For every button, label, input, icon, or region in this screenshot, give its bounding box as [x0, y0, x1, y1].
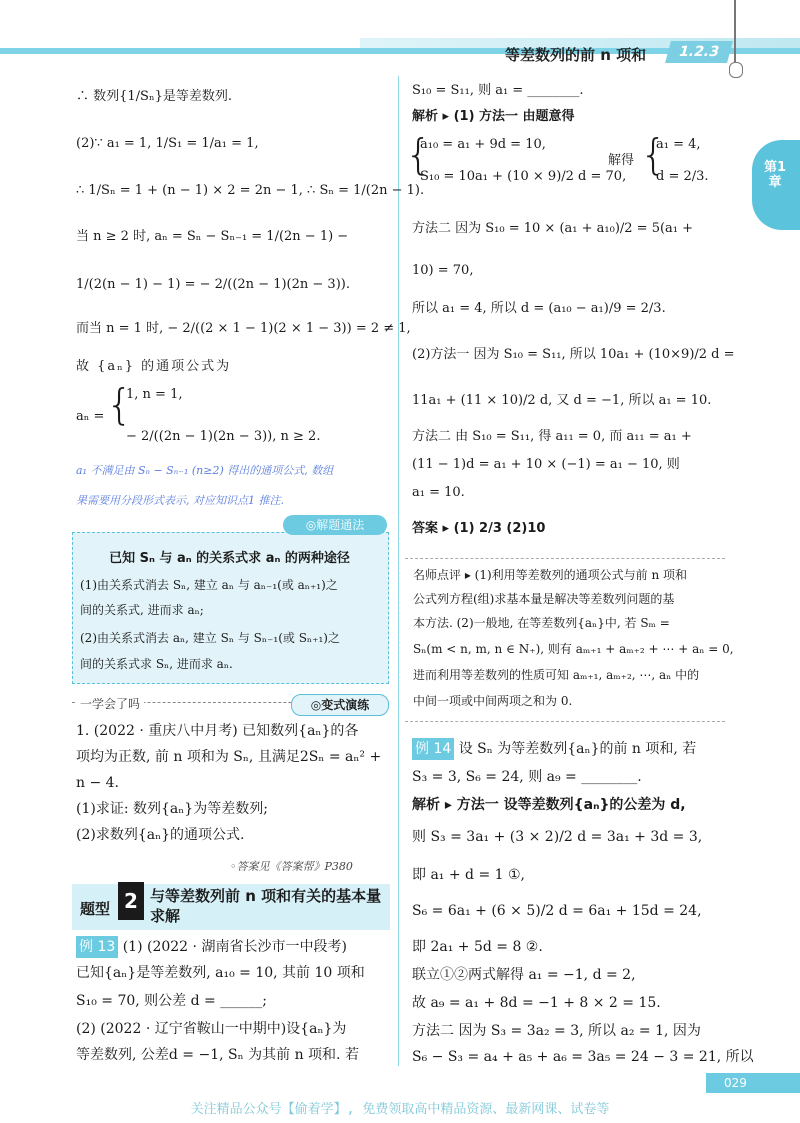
example-line: S₃ = 3, S₆ = 24, 则 a₉ = ________.	[412, 769, 642, 785]
text-line: 10) = 70,	[412, 263, 474, 278]
page-number: 029	[706, 1073, 800, 1093]
topic-title: 求解	[150, 907, 181, 925]
question-line: 1. (2022 · 重庆八中月考) 已知数列{aₙ}的各	[76, 723, 359, 739]
equation-line: 解得	[608, 153, 635, 168]
variant-practice-tag: ◎变式演练	[291, 694, 389, 716]
header-title: 等差数列的前 n 项和	[505, 46, 647, 64]
question-line: (2)求数列{aₙ}的通项公式.	[76, 827, 245, 843]
header-section-number: 1.2.3	[665, 41, 733, 63]
equation-line: a₁₀ = a₁ + 9d = 10,	[420, 137, 546, 152]
text-line: 则 S₃ = 3a₁ + (3 × 2)/2 d = 3a₁ + 3d = 3,	[412, 829, 703, 845]
solution-heading: 解析 ▸ 方法一 设等差数列{aₙ}的公差为 d,	[412, 797, 686, 813]
handwritten-note: 果需要用分段形式表示, 对应知识点1 推注.	[76, 494, 284, 507]
topic-title: 与等差数列前 n 项和有关的基本量	[150, 887, 382, 905]
comment-line: Sₙ(m < n, m, n ∈ N₊), 则有 aₘ₊₁ + aₘ₊₂ + ⋯ + aₙ = 0,	[413, 642, 734, 656]
text-line: 当 n ≥ 2 时, aₙ = Sₙ − Sₙ₋₁ = 1/(2n − 1) −	[76, 229, 349, 244]
question-line: 项均为正数, 前 n 项和为 Sₙ, 且满足2Sₙ = aₙ² +	[76, 749, 382, 765]
chapter-tab-label: 第1章	[763, 160, 787, 190]
text-line: S₆ = 6a₁ + (6 × 5)/2 d = 6a₁ + 15d = 24,	[412, 903, 702, 919]
text-line: 即 2a₁ + 5d = 8 ②.	[412, 939, 543, 955]
learn-label: 一学会了吗	[76, 695, 144, 712]
bookmark-pin-head-icon	[729, 62, 743, 78]
topic-number: 2	[118, 882, 144, 920]
text-line: 方法二 由 S₁₀ = S₁₁, 得 a₁₁ = 0, 而 a₁₁ = a₁ +	[412, 429, 692, 444]
example-line	[412, 738, 696, 760]
equation-line: S₁₀ = 10a₁ + (10 × 9)/2 d = 70,	[420, 169, 627, 184]
method-line: (2)由关系式消去 aₙ, 建立 Sₙ 与 Sₙ₋₁(或 Sₙ₊₁)之	[80, 631, 340, 645]
answer-line: 答案 ▸ (1) 2/3 (2)10	[412, 521, 546, 536]
text-line: ∴ 数列{1/Sₙ}是等差数列.	[76, 89, 232, 104]
example-line: (2) (2022 · 辽宁省鞍山一中期中)设{aₙ}为	[76, 1021, 347, 1037]
example-source: (1) (2022 · 湖南省长沙市一中段考)	[118, 939, 347, 955]
footer-watermark: 关注精品公众号【偷着学】, 免费领取高中精品资源、最新网课、试卷等	[190, 1102, 610, 1117]
example-line: S₁₀ = 70, 则公差 d = ______;	[76, 993, 267, 1009]
text-line: (2)方法一 因为 S₁₀ = S₁₁, 所以 10a₁ + (10×9)/2 d =	[412, 347, 735, 362]
answer-reference: ◦答案见《答案帮》P380	[230, 860, 353, 873]
text-line: 所以 a₁ = 4, 所以 d = (a₁₀ − a₁)/9 = 2/3.	[412, 301, 666, 316]
method-line: 间的关系式, 进而求 aₙ;	[80, 603, 204, 617]
topic-label: 题型	[80, 900, 111, 918]
text-line: 联立①②两式解得 a₁ = −1, d = 2,	[412, 967, 636, 983]
text-line: 故 {aₙ} 的通项公式为	[76, 359, 232, 374]
example-tag: 例 14	[412, 738, 454, 760]
example-line: 已知{aₙ}是等差数列, a₁₀ = 10, 其前 10 项和	[76, 965, 365, 981]
example-line: 等差数列, 公差d = −1, Sₙ 为其前 n 项和. 若	[76, 1047, 359, 1063]
equation-line: d = 2/3.	[656, 169, 709, 184]
comment-line: 中间一项或中间两项之和为 0.	[413, 694, 573, 708]
handwritten-note: a₁ 不满足由 Sₙ − Sₙ₋₁ (n≥2) 得出的通项公式, 数组	[76, 464, 334, 477]
text-line: 即 a₁ + d = 1 ①,	[412, 867, 525, 883]
text-line: ∴ 1/Sₙ = 1 + (n − 1) × 2 = 2n − 1, ∴ Sₙ = 1/(2n − 1).	[76, 183, 425, 198]
method-line: 间的关系式求 Sₙ, 进而求 aₙ.	[80, 657, 233, 671]
text-line: S₆ − S₃ = a₄ + a₅ + a₆ = 3a₅ = 24 − 3 = 21, 所以	[412, 1049, 754, 1065]
example-tag: 例 13	[76, 936, 118, 958]
text-line: 而当 n = 1 时, − 2/((2 × 1 − 1)(2 × 1 − 3)) = 2 ≠ 1,	[76, 321, 411, 336]
comment-line: 本方法. (2)一般地, 在等差数列{aₙ}中, 若 Sₘ =	[413, 616, 670, 630]
column-divider	[398, 76, 399, 1066]
method-title: 已知 Sₙ 与 aₙ 的关系式求 aₙ 的两种途径	[109, 551, 350, 566]
method-tag: ◎解题通法	[283, 515, 387, 535]
solution-heading: 解析 ▸ (1) 方法一 由题意得	[412, 109, 575, 124]
text-line: 故 a₉ = a₁ + 8d = −1 + 8 × 2 = 15.	[412, 995, 661, 1011]
text-line: S₁₀ = S₁₁, 则 a₁ = ________.	[412, 83, 584, 98]
text-line: 方法二 因为 S₃ = 3a₂ = 3, 所以 a₂ = 1, 因为	[412, 1023, 701, 1039]
brace-icon: {	[640, 130, 667, 179]
brace-icon: {	[405, 130, 432, 179]
question-line: n − 4.	[76, 775, 120, 791]
piecewise-case-2: − 2/((2n − 1)(2n − 3)), n ≥ 2.	[126, 429, 321, 444]
example-line	[76, 936, 347, 958]
text-line: (2)∵ a₁ = 1, 1/S₁ = 1/a₁ = 1,	[76, 136, 259, 151]
text-line: 1/(2(n − 1) − 1) = − 2/((2n − 1)(2n − 3)).	[76, 277, 350, 292]
equation-line: a₁ = 4,	[656, 137, 701, 152]
text-line: a₁ = 10.	[412, 485, 465, 500]
comment-line: 公式列方程(组)求基本量是解决等差数列问题的基	[413, 592, 675, 606]
bookmark-pin-icon	[734, 0, 736, 62]
text-line: 方法二 因为 S₁₀ = 10 × (a₁ + a₁₀)/2 = 5(a₁ +	[412, 221, 694, 236]
piecewise-lhs: aₙ =	[76, 409, 105, 424]
brace-icon: {	[106, 380, 133, 429]
example-text: 设 Sₙ 为等差数列{aₙ}的前 n 项和, 若	[454, 741, 697, 757]
comment-line: 名师点评 ▸ (1)利用等差数列的通项公式与前 n 项和	[413, 568, 688, 582]
text-line: (11 − 1)d = a₁ + 10 × (−1) = a₁ − 10, 则	[412, 457, 680, 472]
question-line: (1)求证: 数列{aₙ}为等差数列;	[76, 801, 268, 817]
piecewise-case-1: 1, n = 1,	[126, 387, 183, 402]
method-line: (1)由关系式消去 Sₙ, 建立 aₙ 与 aₙ₋₁(或 aₙ₊₁)之	[80, 578, 338, 592]
comment-line: 进而利用等差数列的性质可知 aₘ₊₁, aₘ₊₂, ⋯, aₙ 中的	[413, 668, 700, 682]
text-line: 11a₁ + (11 × 10)/2 d, 又 d = −1, 所以 a₁ = 10.	[412, 393, 712, 408]
